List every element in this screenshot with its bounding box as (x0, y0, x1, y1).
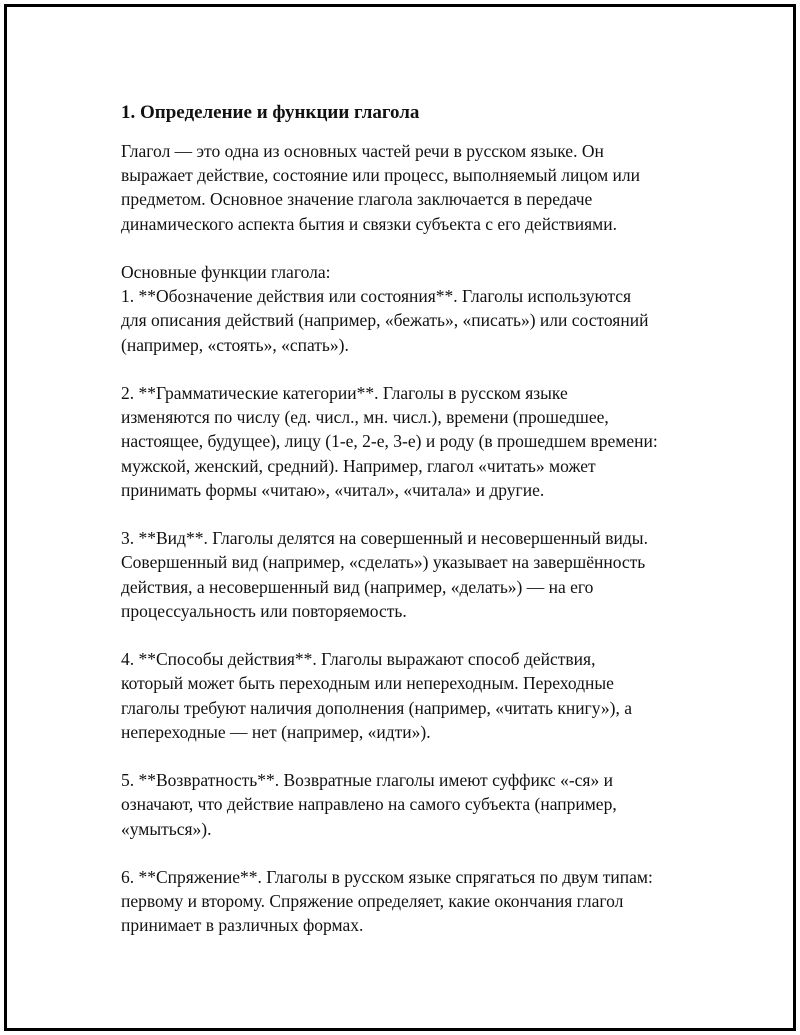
text-line: глаголы требуют наличия дополнения (например, «читать книгу»), а (121, 697, 633, 718)
document-body (121, 101, 711, 938)
text-line: принимает в различных формах. (121, 915, 364, 936)
function-item-2 (121, 381, 711, 502)
text-line: 4. **Способы действия**. Глаголы выражают способ действия, (121, 649, 596, 670)
function-item-5 (121, 768, 711, 841)
intro-paragraph (121, 139, 711, 236)
function-item-6 (121, 865, 711, 938)
text-line: означают, что действие направлено на самого субъекта (например, (121, 794, 617, 815)
text-line: 5. **Возвратность**. Возвратные глаголы имеют суффикс «-ся» и (121, 770, 613, 791)
paragraph-gap (121, 502, 711, 526)
text-line: для описания действий (например, «бежать», «писать») или состояний (121, 310, 649, 331)
text-line: процессуальность или повторяемость. (121, 600, 407, 621)
functions-label: Основные функции глагола: (121, 262, 331, 282)
page-frame (4, 4, 796, 1031)
text-line: первому и второму. Спряжение определяет, какие окончания глагол (121, 891, 624, 912)
text-line: 6. **Спряжение**. Глаголы в русском языке спрягаться по двум типам: (121, 867, 653, 887)
text-line: «умыться»). (121, 818, 212, 839)
text-line: принимать формы «читаю», «читал», «читала» и другие. (121, 479, 545, 500)
text-line: Глагол — это одна из основных частей речи в русском языке. Он (121, 141, 604, 161)
text-line: непереходные — нет (например, «идти»). (121, 721, 431, 742)
paragraph-gap (121, 744, 711, 768)
section-heading: 1. Определение и функции глагола (121, 102, 420, 123)
text-line: 3. **Вид**. Глаголы делятся на совершенный и несовершенный виды. (121, 528, 648, 549)
text-line: мужской, женский, средний). Например, глагол «читать» может (121, 455, 596, 476)
function-item-4 (121, 647, 711, 744)
text-line: предметом. Основное значение глагола заключается в передаче (121, 189, 593, 210)
paragraph-gap (121, 357, 711, 381)
paragraph-gap (121, 623, 711, 647)
paragraph-gap (121, 236, 711, 260)
text-line: 1. **Обозначение действия или состояния**. Глаголы используются (121, 286, 632, 307)
text-line: 2. **Грамматические категории**. Глаголы в русском языке (121, 383, 568, 403)
text-line: Совершенный вид (например, «сделать») указывает на завершённость (121, 552, 646, 573)
text-line: изменяются по числу (ед. числ., мн. числ.), времени (прошедшее, (121, 407, 609, 428)
function-item-3 (121, 526, 711, 623)
text-line: выражает действие, состояние или процесс, выполняемый лицом или (121, 165, 641, 186)
text-line: действия, а несовершенный вид (например, «делать») — на его (121, 576, 594, 597)
text-line: который может быть переходным или непереходным. Переходные (121, 673, 614, 694)
text-line: динамического аспекта бытия и связки субъекта с его действиями. (121, 213, 617, 234)
text-line: настоящее, будущее), лицу (1-е, 2-е, 3-е) и роду (в прошедшем времени: (121, 431, 658, 452)
text-line: (например, «стоять», «спать»). (121, 334, 349, 355)
paragraph-gap (121, 841, 711, 865)
functions-list (121, 260, 711, 357)
